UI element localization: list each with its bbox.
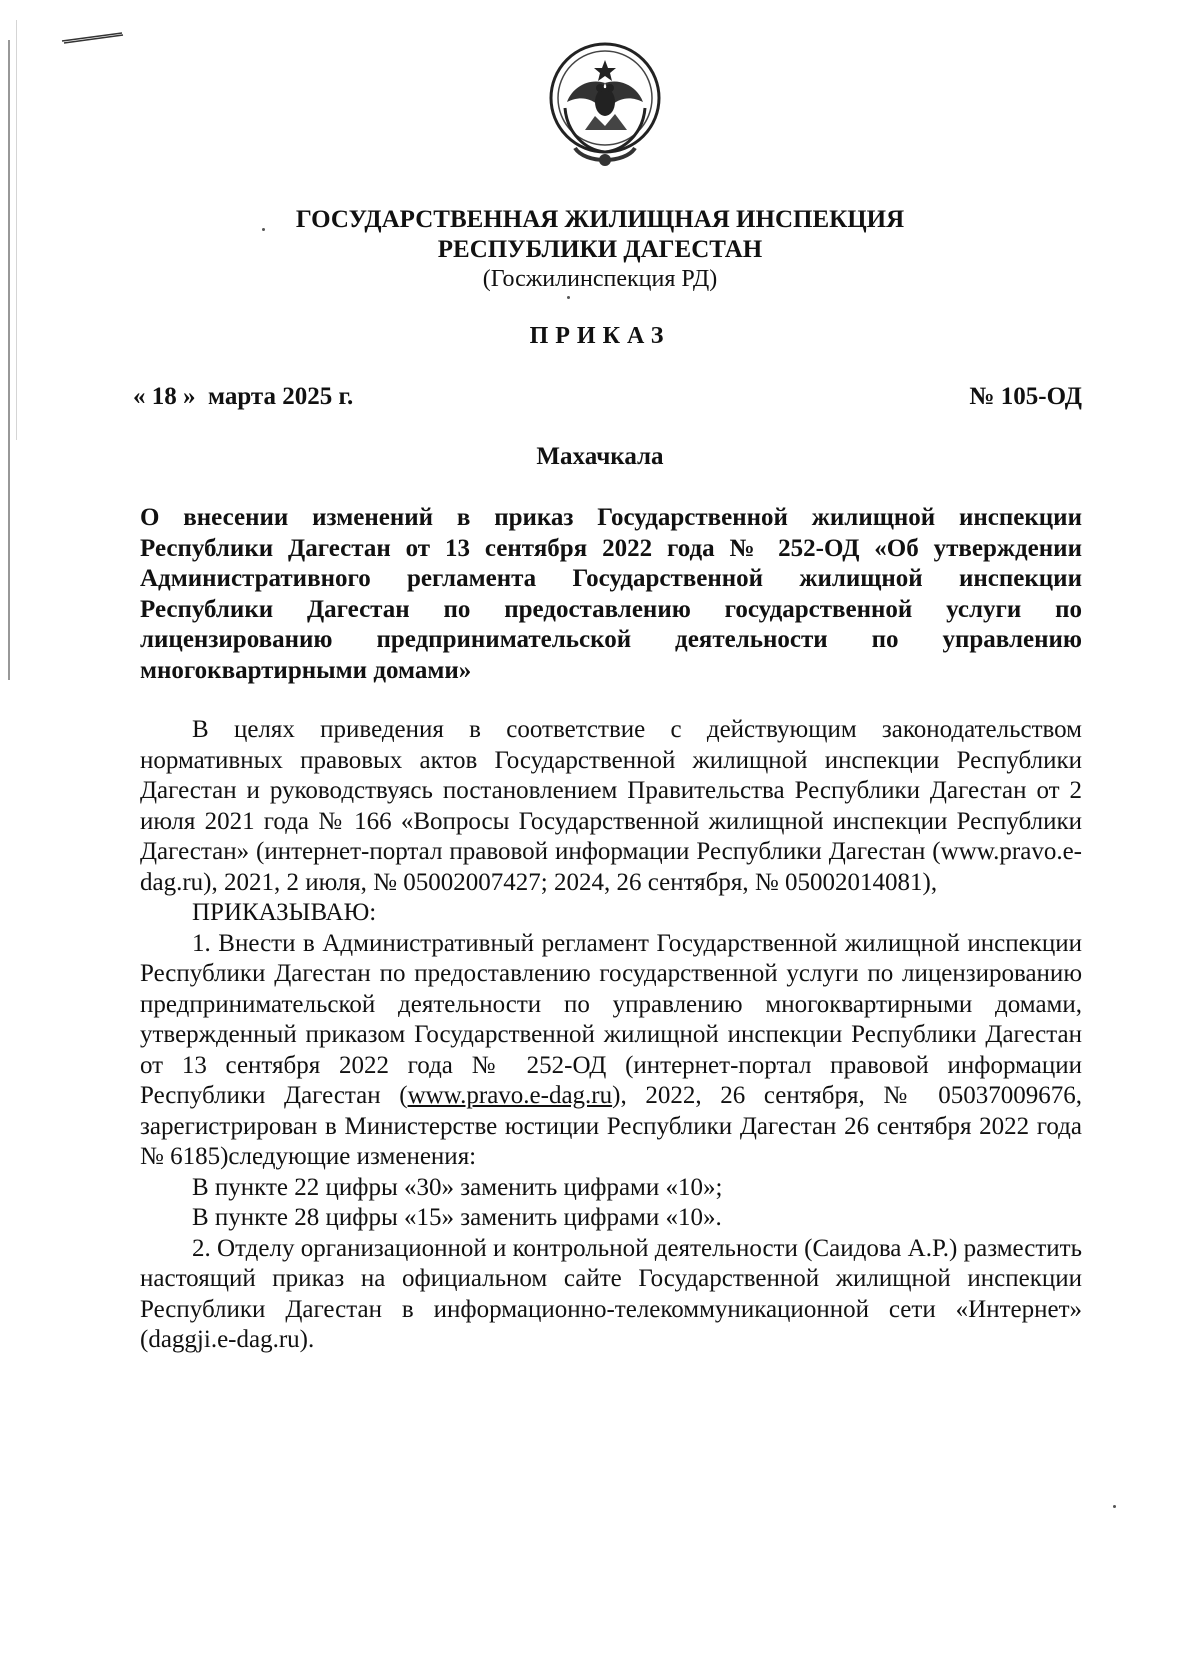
document-date: « 18 » марта 2025 г. (133, 383, 354, 410)
item-1-text-part2: ), 2022, 26 сентября, № 05037009676, зарегистрирован в Министерстве юстиции Республики Дагестан 26 сентября 2022 года № 6185)следующие изменения: (140, 1082, 1082, 1170)
scan-speck (567, 296, 570, 299)
document-body (140, 715, 1082, 1356)
change-2-line: В пункте 28 цифры «15» заменить цифрами «10». (192, 1204, 722, 1231)
pravo-link[interactable]: www.pravo.e-dag.ru (407, 1082, 613, 1109)
item-2-paragraph: 2. Отделу организационной и контрольной деятельности (Саидова А.Р.) разместить настоящий приказ на официальном сайте Государственной жилищной инспекции Республики Дагестан в информационно-телекоммуникационной сети «Интернет» (daggji.e-dag.ru). (140, 1234, 1082, 1353)
document-type-heading: ПРИКАЗ (529, 323, 671, 349)
coat-of-arms-emblem (545, 38, 665, 173)
document-title: О внесении изменений в приказ Государственной жилищной инспекции Республики Дагестан от 13 сентября 2022 года № 252-ОД «Об утверждении Административного регламента Государственной жилищной инспекции Республики Дагестан по предоставлению государственной услуги по лицензированию предпринимательской деятельности по управлению многоквартирными домами» (140, 504, 1082, 684)
scan-edge-line (8, 40, 10, 680)
item-1-text-part1: 1. Внести в Административный регламент Государственной жилищной инспекции Республики Дагестан по предоставлению государственной услуги по лицензированию предпринимательской деятельности по управлению многоквартирными домами, утвержденный приказом Государственной жилищной инспекции Республики Дагестан от 13 сентября 2022 года № 252-ОД (интернет-портал правовой информации Республики Дагестан ( (140, 929, 1082, 1109)
change-1-line: В пункте 22 цифры «30» заменить цифрами «10»; (192, 1173, 723, 1201)
organization-short-name: (Госжилинспекция РД) (482, 266, 718, 292)
document-number: № 105-ОД (969, 383, 1082, 410)
pen-stroke-mark (60, 30, 125, 44)
item-1-paragraph (140, 929, 1082, 1173)
organization-name-line2: РЕСПУБЛИКИ ДАГЕСТАН (437, 236, 763, 263)
document-city: Махачкала (536, 443, 664, 470)
organization-name-line1: ГОСУДАРСТВЕННАЯ ЖИЛИЩНАЯ ИНСПЕКЦИЯ (295, 206, 905, 233)
order-word: ПРИКАЗЫВАЮ: (192, 899, 377, 926)
scan-speck (1113, 1505, 1116, 1508)
preamble-paragraph: В целях приведения в соответствие с действующим законодательством нормативных правовых актов Государственной жилищной инспекции Республики Дагестан и руководствуясь постановлением Правительства Республики Дагестан от 2 июля 2021 года № 166 «Вопросы Государственной жилищной инспекции Республики Дагестан» (интернет-портал правовой информации Республики Дагестан (www.pravo.e-dag.ru), 2021, 2 июля, № 05002007427; 2024, 26 сентября, № 05002014081), (140, 716, 1082, 896)
